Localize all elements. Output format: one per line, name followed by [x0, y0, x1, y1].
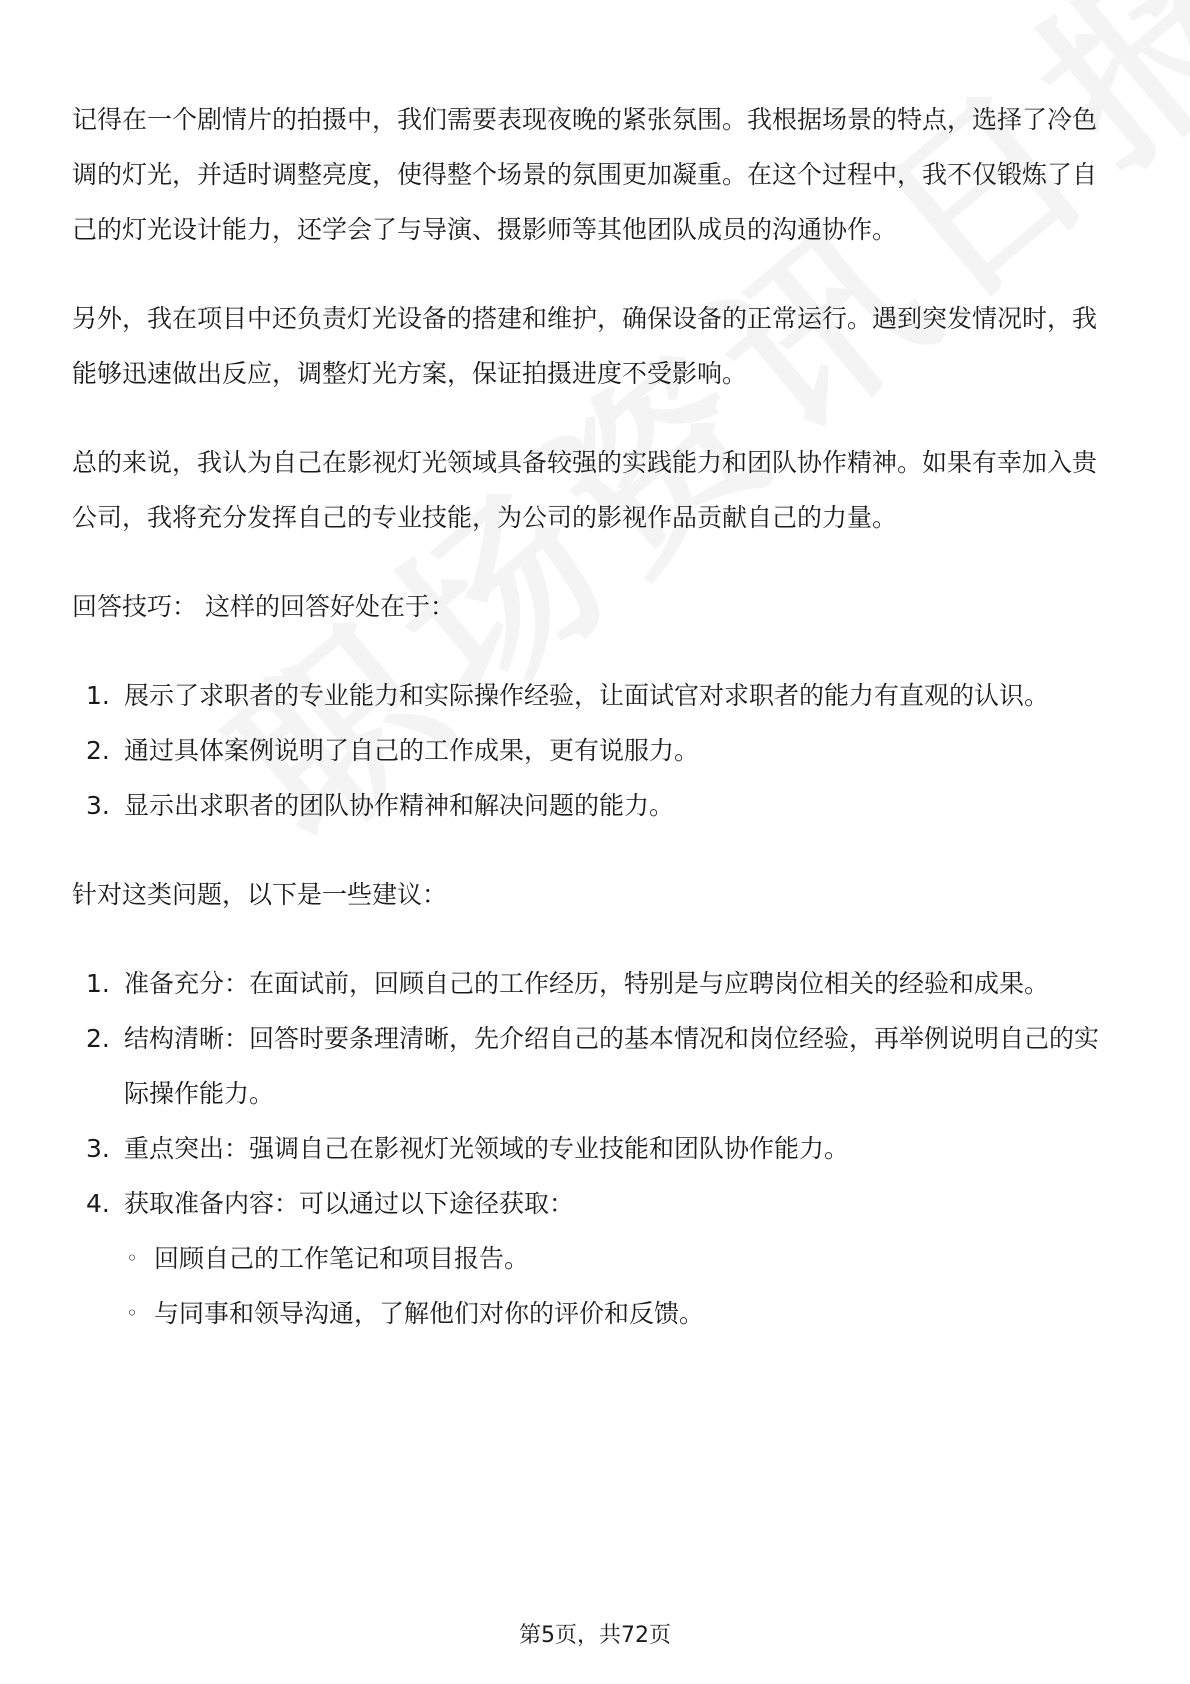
list-item: 3. 显示出求职者的团队协作精神和解决问题的能力。 — [86, 791, 675, 820]
page-number: 第5页，共72页 — [519, 1623, 671, 1648]
sub-list-item: ◦ 回顾自己的工作笔记和项目报告。 — [124, 1231, 1112, 1286]
sub-list-item: ◦ 与同事和领导沟通，了解他们对你的评价和反馈。 — [124, 1286, 1112, 1341]
tips-list — [72, 668, 1112, 833]
advice-list — [72, 956, 1112, 1341]
paragraph-equipment: 另外，我在项目中还负责灯光设备的搭建和维护，确保设备的正常运行。遇到突发情况时，我能够迅速做出反应，调整灯光方案，保证拍摄进度不受影响。 — [72, 304, 1098, 388]
list-item: 4. 获取准备内容：可以通过以下途径获取： ◦ 回顾自己的工作笔记和项目报告。 ◦ 与同事和领导沟通，了解他们对你的评价和反馈。 — [72, 1176, 1112, 1341]
circle-bullet-icon: ◦ — [126, 1246, 138, 1270]
list-item: 2. 通过具体案例说明了自己的工作成果，更有说服力。 — [86, 736, 700, 765]
sub-list — [124, 1231, 1112, 1341]
list-item: 1. 展示了求职者的专业能力和实际操作经验，让面试官对求职者的能力有直观的认识。 — [86, 681, 1050, 710]
paragraph-tips-heading: 回答技巧： 这样的回答好处在于： — [72, 592, 455, 621]
document-body — [72, 92, 1112, 1375]
list-item: 2. 结构清晰：回答时要条理清晰，先介绍自己的基本情况和岗位经验，再举例说明自己的实际操作能力。 — [86, 1024, 1100, 1108]
list-item: 3. 重点突出：强调自己在影视灯光领域的专业技能和团队协作能力。 — [86, 1134, 850, 1163]
circle-bullet-icon: ◦ — [126, 1301, 138, 1325]
paragraph-summary: 总的来说，我认为自己在影视灯光领域具备较强的实践能力和团队协作精神。如果有幸加入贵公司，我将充分发挥自己的专业技能，为公司的影视作品贡献自己的力量。 — [72, 448, 1098, 532]
paragraph-story: 记得在一个剧情片的拍摄中，我们需要表现夜晚的紧张氛围。我根据场景的特点，选择了冷色调的灯光，并适时调整亮度，使得整个场景的氛围更加凝重。在这个过程中，我不仅锻炼了自己的灯光设计能力，还学会了与导演、摄影师等其他团队成员的沟通协作。 — [72, 105, 1098, 244]
paragraph-advice-heading: 针对这类问题，以下是一些建议： — [72, 880, 448, 909]
list-item: 1. 准备充分：在面试前，回顾自己的工作经历，特别是与应聘岗位相关的经验和成果。 — [86, 969, 1050, 998]
